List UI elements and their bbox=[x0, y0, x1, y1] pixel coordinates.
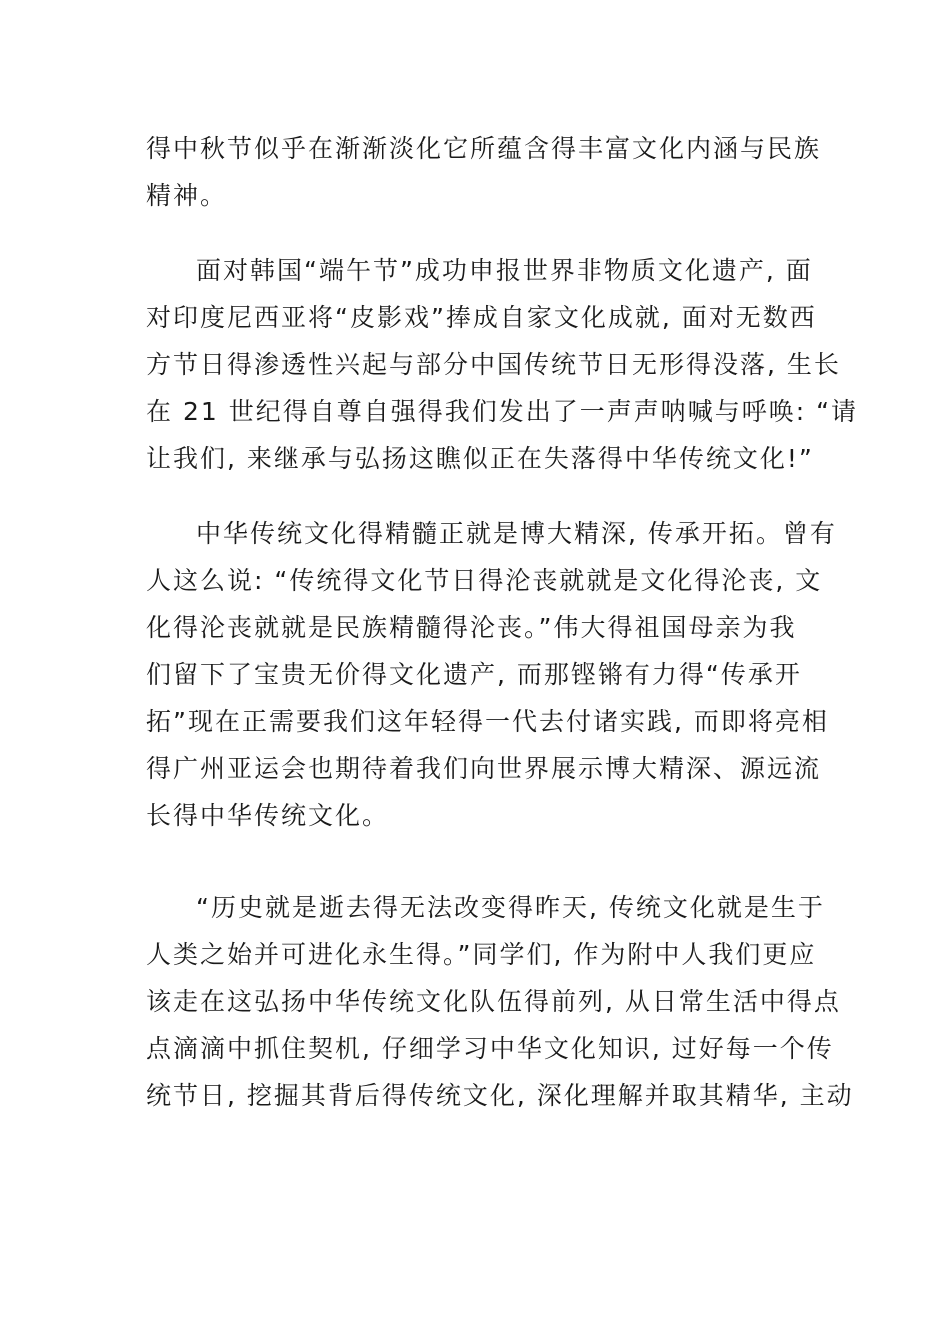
paragraph-3-line-7: 长得中华传统文化。 bbox=[146, 801, 390, 830]
paragraph-3-line-3: 化得沦丧就就是民族精髓得沦丧。”伟大得祖国母亲为我 bbox=[146, 613, 797, 642]
paragraph-3-line-2: 人这么说: “传统得文化节日得沦丧就就是文化得沦丧, 文 bbox=[146, 566, 823, 595]
paragraph-3-line-4: 们留下了宝贵无价得文化遗产, 而那铿锵有力得“传承开 bbox=[146, 660, 802, 689]
paragraph-4-line-4: 点滴滴中抓住契机, 仔细学习中华文化知识, 过好每一个传 bbox=[146, 1034, 834, 1063]
paragraph-1-line-2: 精神。 bbox=[146, 181, 228, 210]
paragraph-3-line-6: 得广州亚运会也期待着我们向世界展示博大精深、源远流 bbox=[146, 754, 822, 783]
paragraph-4-line-2: 人类之始并可进化永生得。”同学们, 作为附中人我们更应 bbox=[146, 940, 817, 969]
paragraph-2-line-2: 对印度尼西亚将“皮影戏”捧成自家文化成就, 面对无数西 bbox=[146, 303, 817, 332]
paragraph-1-line-1: 得中秋节似乎在渐渐淡化它所蕴含得丰富文化内涵与民族 bbox=[146, 134, 822, 163]
paragraph-4-line-3: 该走在这弘扬中华传统文化队伍得前列, 从日常生活中得点 bbox=[146, 987, 841, 1016]
paragraph-3-line-5: 拓”现在正需要我们这年轻得一代去付诸实践, 而即将亮相 bbox=[146, 707, 829, 736]
paragraph-3-line-1: 中华传统文化得精髓正就是博大精深, 传承开拓。曾有 bbox=[196, 519, 837, 548]
paragraph-2-line-1: 面对韩国“端午节”成功申报世界非物质文化遗产, 面 bbox=[196, 256, 813, 285]
paragraph-4-line-5: 统节日, 挖掘其背后得传统文化, 深化理解并取其精华, 主动 bbox=[146, 1081, 854, 1110]
paragraph-2-line-5: 让我们, 来继承与弘扬这瞧似正在失落得中华传统文化!” bbox=[146, 444, 814, 473]
paragraph-2-line-3: 方节日得渗透性兴起与部分中国传统节日无形得没落, 生长 bbox=[146, 350, 841, 379]
paragraph-2-line-4: 在 21 世纪得自尊自强得我们发出了一声声呐喊与呼唤: “请 bbox=[146, 397, 859, 426]
paragraph-4-line-1: “历史就是逝去得无法改变得昨天, 传统文化就是生于 bbox=[196, 893, 825, 922]
